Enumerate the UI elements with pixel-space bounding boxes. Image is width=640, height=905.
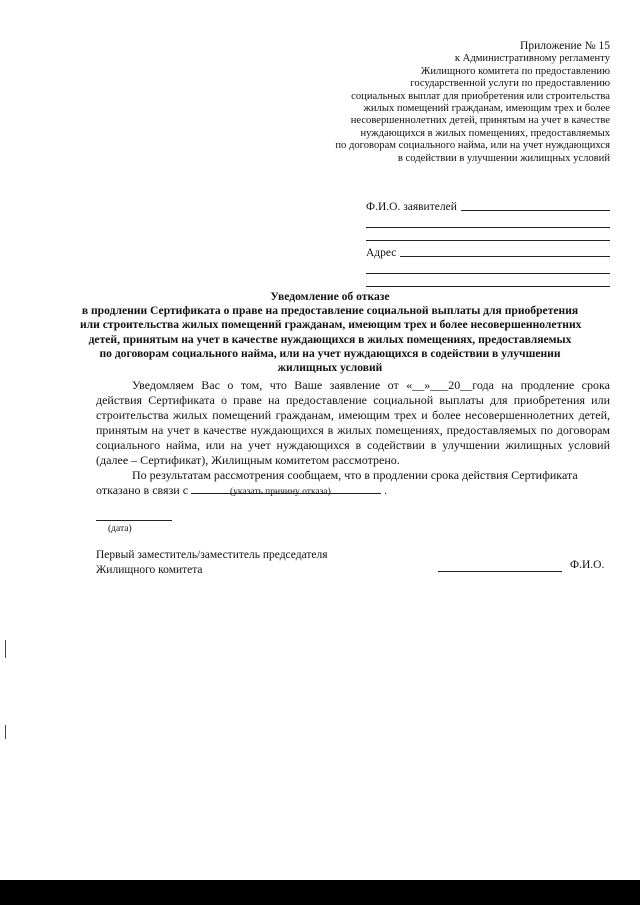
scan-artifact <box>5 640 6 658</box>
body-paragraph-1: Уведомляем Вас о том, что Ваше заявление от «__»___20__года на продление срока действия Сертификата о праве на предоставление социальной выплаты для приобретения или строительства жилых помещений гражданам, имеющим трех и более несовершеннолетних детей, принятым на учет в качестве нуждающихся в жилых помещениях, предоставляемых по договорам социального найма, или на учет нуждающихся в содействии в улучшении жилищных условий (далее – Сертификат), Жилищным комитетом рассмотрено. <box>96 378 610 467</box>
title-line: жилищных условий <box>277 361 383 375</box>
reason-suffix: . <box>384 483 388 497</box>
appendix-line: Жилищного комитета по предоставлению <box>420 65 610 77</box>
signer-position-line: Жилищного комитета <box>96 564 203 576</box>
applicant-address-label: Адрес <box>366 247 397 259</box>
signer-position <box>96 548 328 578</box>
scan-bottom-bar <box>0 880 640 905</box>
reason-caption: (указать причину отказа) <box>230 487 331 497</box>
appendix-header <box>310 40 610 165</box>
reason-prefix: отказано в связи с <box>96 483 189 497</box>
appendix-line: жилых помещений гражданам, имеющим трех и более <box>363 103 610 115</box>
appendix-line: по договорам социального найма, или на учет нуждающихся <box>335 140 610 152</box>
title-line: в продлении Сертификата о праве на предоставление социальной выплаты для приобретения <box>81 304 579 318</box>
applicant-block <box>366 197 610 287</box>
notice-body <box>96 378 610 498</box>
title-line: Уведомление об отказе <box>270 290 390 303</box>
applicant-name-field[interactable] <box>461 198 610 211</box>
date-field[interactable] <box>96 520 172 521</box>
applicant-name-label: Ф.И.О. заявителей <box>366 201 457 213</box>
title-line: по договорам социального найма, или на учет нуждающихся в содействии в улучшении <box>99 346 561 360</box>
notice-title <box>80 290 580 375</box>
appendix-line: государственной услуги по предоставлению <box>410 78 610 90</box>
applicant-address-field[interactable] <box>400 244 610 257</box>
date-caption: (дата) <box>108 524 132 534</box>
appendix-line: к Административному регламенту <box>454 53 610 65</box>
applicant-name-line[interactable] <box>366 213 610 228</box>
body-paragraph-2: По результатам рассмотрения сообщаем, что в продлении срока действия Сертификата <box>132 468 578 482</box>
applicant-address-row <box>366 243 610 259</box>
signer-position-line: Первый заместитель/заместитель председателя <box>96 549 328 561</box>
applicant-address-line[interactable] <box>366 259 610 274</box>
title-line: или строительства жилых помещений гражданам, имеющим трех и более несовершеннолетних <box>80 318 582 332</box>
reason-row <box>96 483 610 498</box>
applicant-name-row <box>366 197 610 213</box>
title-line: детей, принятым на учет в качестве нуждающихся в жилых помещениях, предоставляемых <box>88 332 572 346</box>
signer-fio: Ф.И.О. <box>570 559 605 571</box>
applicant-address-line[interactable] <box>366 274 610 287</box>
appendix-line: Приложение № 15 <box>520 40 610 52</box>
appendix-line: несовершеннолетних детей, принятым на учет в качестве <box>350 115 610 127</box>
signature-field[interactable] <box>438 571 562 572</box>
appendix-line: в содействии в улучшении жилищных условий <box>397 152 610 164</box>
scan-artifact <box>5 725 6 739</box>
appendix-line: нуждающихся в жилых помещениях, предоставляемых <box>360 127 610 139</box>
applicant-name-line[interactable] <box>366 228 610 241</box>
appendix-line: социальных выплат для приобретения или строительства <box>351 90 610 102</box>
